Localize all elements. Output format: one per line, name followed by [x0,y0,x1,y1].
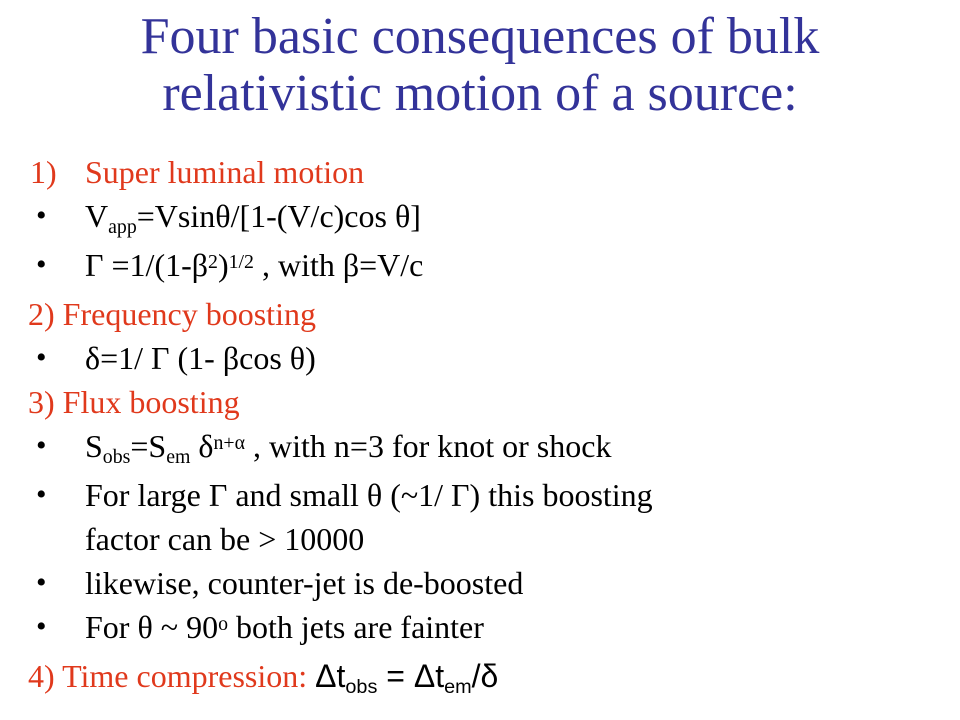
list-number: 3) [28,384,63,420]
bullet-icon: • [36,478,47,511]
slide-title-line-1: Four basic consequences of bulk [140,8,820,65]
line-text: Super luminal motion [85,154,365,190]
line-text: For large Γ and small θ (~1/ Γ) this boosting [85,477,653,513]
bullet-line [0,561,954,605]
bullet-icon: • [36,341,47,374]
list-heading [0,654,954,703]
bullet-line [0,194,954,243]
slide-body [0,150,954,703]
slide-title-line-2: relativistic motion of a source: [162,65,798,122]
wrapped-line [0,517,954,561]
bullet-icon: • [36,566,47,599]
bullet-line [0,336,954,380]
bullet-line [0,605,954,654]
list-number: 4) [28,658,63,694]
line-text: For θ ~ 90$^o$ both jets are fainter [85,609,484,645]
bullet-line [0,243,954,292]
line-text: Sobs=Sem $\delta^{n+\alpha}$ , with n=3 for knot or shock [85,428,612,469]
line-text: factor can be > 10000 [85,521,365,557]
bullet-line [0,473,954,517]
list-heading [0,380,954,424]
slide-title [0,8,960,122]
bullet-icon: • [36,610,47,643]
list-number: 2) [28,296,63,332]
line-text: Time compression: Δtobs = Δtem/δ [62,658,499,699]
list-heading [0,150,954,194]
bullet-line [0,424,954,473]
line-text: δ=1/ Γ (1- βcos θ) [85,340,316,376]
line-text: Vapp=Vsinθ/[1-(V/c)cos θ] [85,198,421,239]
line-text: Flux boosting [62,384,240,420]
list-number: 1) [30,154,57,190]
line-text: Frequency boosting [62,296,316,332]
line-text: $\Gamma =1/(1-\beta^2)^{1/2}$ , with β=V/c [85,247,424,283]
bullet-icon: • [36,248,47,281]
bullet-icon: • [36,199,47,232]
bullet-icon: • [36,429,47,462]
line-text: likewise, counter-jet is de-boosted [85,565,524,601]
list-heading [0,292,954,336]
